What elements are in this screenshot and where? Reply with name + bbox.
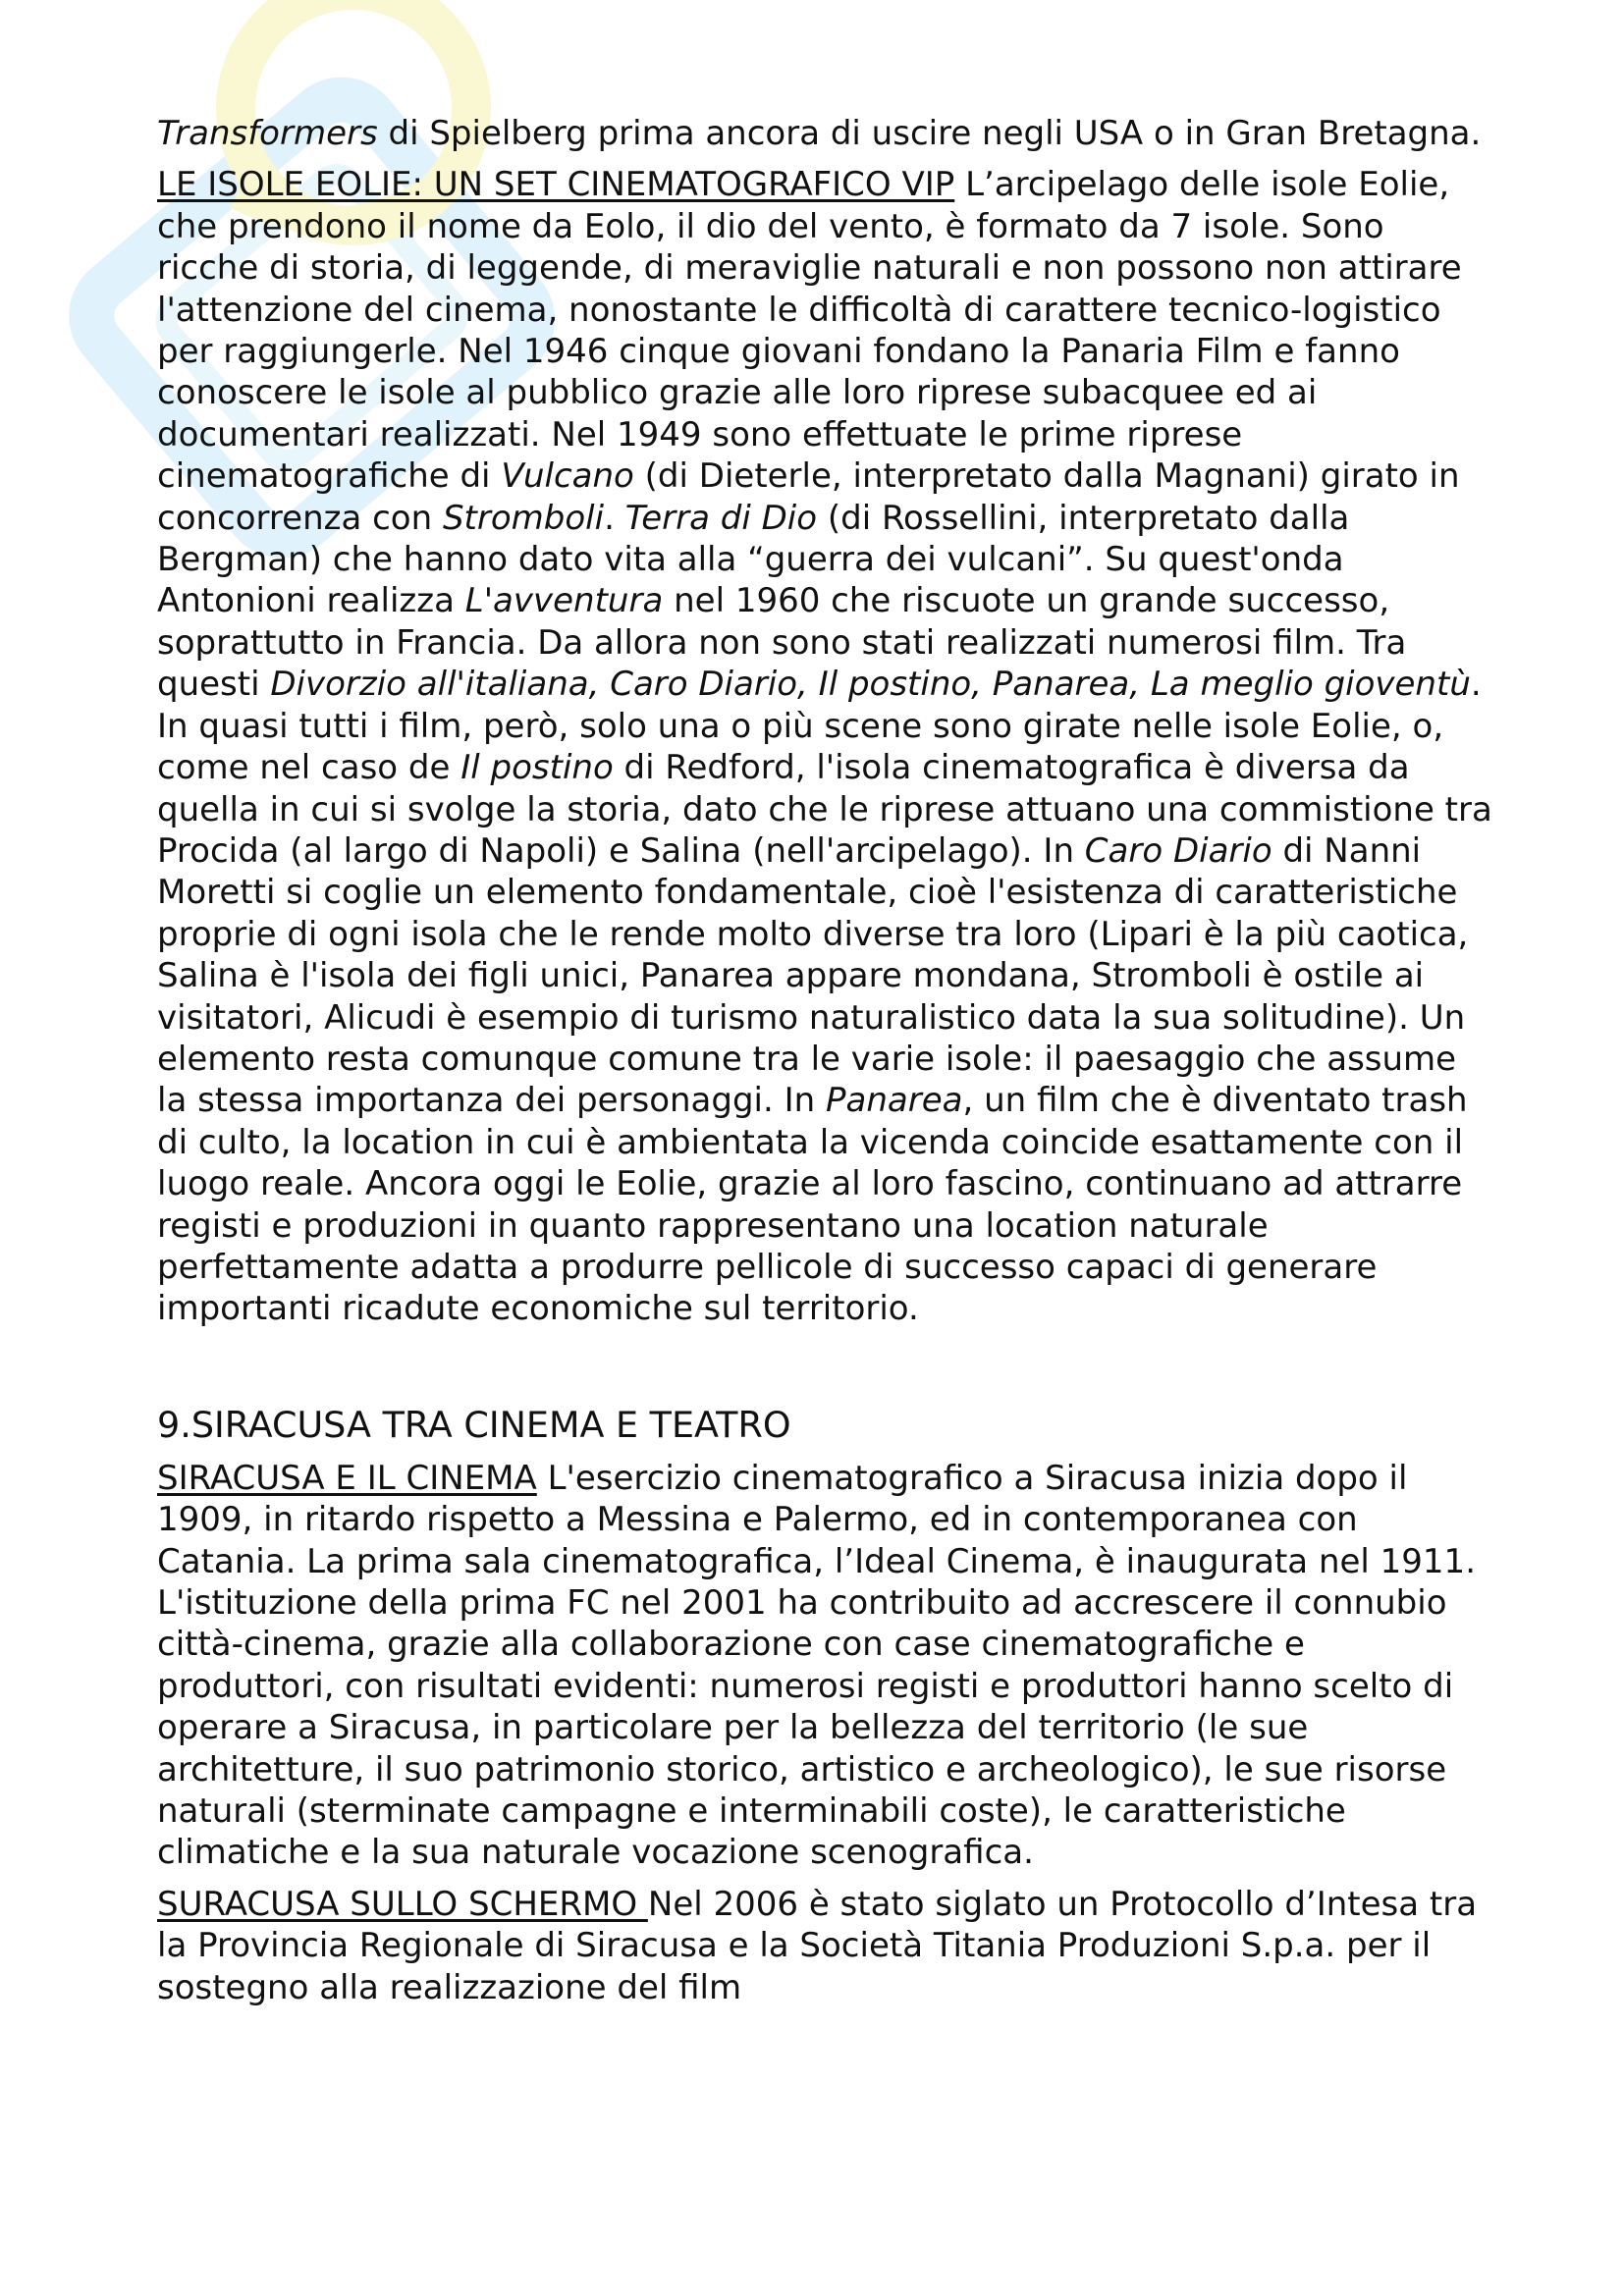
paragraph-heading: SIRACUSA E IL CINEMA [157, 1458, 537, 1498]
paragraph-text: di Nanni Moretti si coglie un elemento fondamentale, cioè l'esistenza di caratteristiche proprie di ogni isola che le rende molto diverse tra loro (Lipari è la più caotica, Salina è l'isola dei figli unici, Panarea appare mondana, Stromboli è ostile ai visitatori, Alicudi è esempio di turismo naturalistico data la sua solitudine). Un elemento resta comunque comune tra le varie isole: il paesaggio che assume la stessa importanza dei personaggi. In [157, 830, 1469, 1121]
film-title: Terra di Dio [624, 498, 818, 538]
paragraph-intro [157, 113, 1492, 154]
film-title: Transformers [157, 114, 378, 153]
film-title: Vulcano [501, 456, 634, 497]
paragraph-text: di Spielberg prima ancora di uscire negli USA o in Gran Bretagna. [377, 114, 1482, 153]
paragraph-text: di Redford, l'isola cinematografica è diversa da quella in cui si svolge la storia, dato che le riprese attuano una commistione tra Procida (al largo di Napoli) e Salina (nell'arcipelago). In [157, 748, 1492, 871]
paragraph-text: L'esercizio cinematografico a Siracusa inizia dopo il 1909, in ritardo rispetto a Messina e Palermo, ed in contemporanea con Catania. La prima sala cinematografica, l’Ideal Cinema, è inaugurata nel 1911. L'istituzione della prima FC nel 2001 ha contribuito ad accrescere il connubio città-cinema, grazie alla collaborazione con case cinematografiche e produttori, con risultati evidenti: numerosi registi e produttori hanno scelto di operare a Siracusa, in particolare per la bellezza del territorio (le sue architetture, il suo patrimonio storico, artistico e archeologico), le sue risorse naturali (sterminate campagne e interminabili coste), le caratteristiche climatiche e la sua naturale vocazione scenografica. [157, 1458, 1476, 1873]
film-title: Panarea [826, 1081, 963, 1121]
paragraph-eolie [157, 164, 1492, 1329]
paragraph-text: . In quasi tutti i film, però, solo una o più scene sono girate nelle isole Eolie, o, come nel caso de [157, 665, 1482, 788]
film-title: Caro Diario [1084, 830, 1272, 871]
paragraph-text: (di Rossellini, interpretato dalla Bergman) che hanno dato vita alla “guerra dei vulcani”. Su quest'onda Antonioni realizza [157, 498, 1350, 621]
paragraph-text: . [604, 498, 625, 538]
document-page [157, 113, 1492, 2008]
paragraph-text: nel 1960 che riscuote un grande successo, soprattutto in Francia. Da allora non sono stati realizzati numerosi film. Tra questi [157, 581, 1407, 705]
paragraph-siracusa-schermo [157, 1884, 1492, 2008]
paragraph-siracusa-cinema [157, 1458, 1492, 1874]
film-title: Stromboli [442, 498, 605, 538]
paragraph-text: (di Dieterle, interpretato dalla Magnani) girato in concorrenza con [157, 456, 1460, 538]
paragraph-text: Nel 2006 è stato siglato un Protocollo d’Intesa tra la Provincia Regionale di Siracusa e la Società Titania Produzioni S.p.a. per il sostegno alla realizzazione del film [157, 1884, 1478, 2007]
section-title: 9.SIRACUSA TRA CINEMA E TEATRO [157, 1403, 791, 1446]
paragraph-text: , un film che è diventato trash di culto, la location in cui è ambientata la vicenda coincide esattamente con il luogo reale. Ancora oggi le Eolie, grazie al loro fascino, continuano ad attrarre registi e produzioni in quanto rappresentano una location naturale perfettamente adatta a produrre pellicole di successo capaci di generare importanti ricadute economiche sul territorio. [157, 1081, 1468, 1329]
film-title: Il postino [460, 748, 614, 788]
film-title: Divorzio all'italiana, Caro Diario, Il postino, Panarea, La meglio gioventù [270, 665, 1471, 705]
paragraph-heading: LE ISOLE EOLIE: UN SET CINEMATOGRAFICO VIP [157, 165, 955, 205]
paragraph-text: L’arcipelago delle isole Eolie, che prendono il nome da Eolo, il dio del vento, è formato da 7 isole. Sono ricche di storia, di leggende, di meraviglie naturali e non possono non attirare l'attenzione del cinema, nonostante le difficoltà di carattere tecnico-logistico per raggiungerle. Nel 1946 cinque giovani fondano la Panaria Film e fanno conoscere le isole al pubblico grazie alle loro riprese subacquee ed ai documentari realizzati. Nel 1949 sono effettuate le prime riprese cinematografiche di [157, 165, 1462, 497]
film-title: L'avventura [464, 581, 664, 621]
paragraph-heading: SURACUSA SULLO SCHERMO [157, 1884, 648, 1924]
